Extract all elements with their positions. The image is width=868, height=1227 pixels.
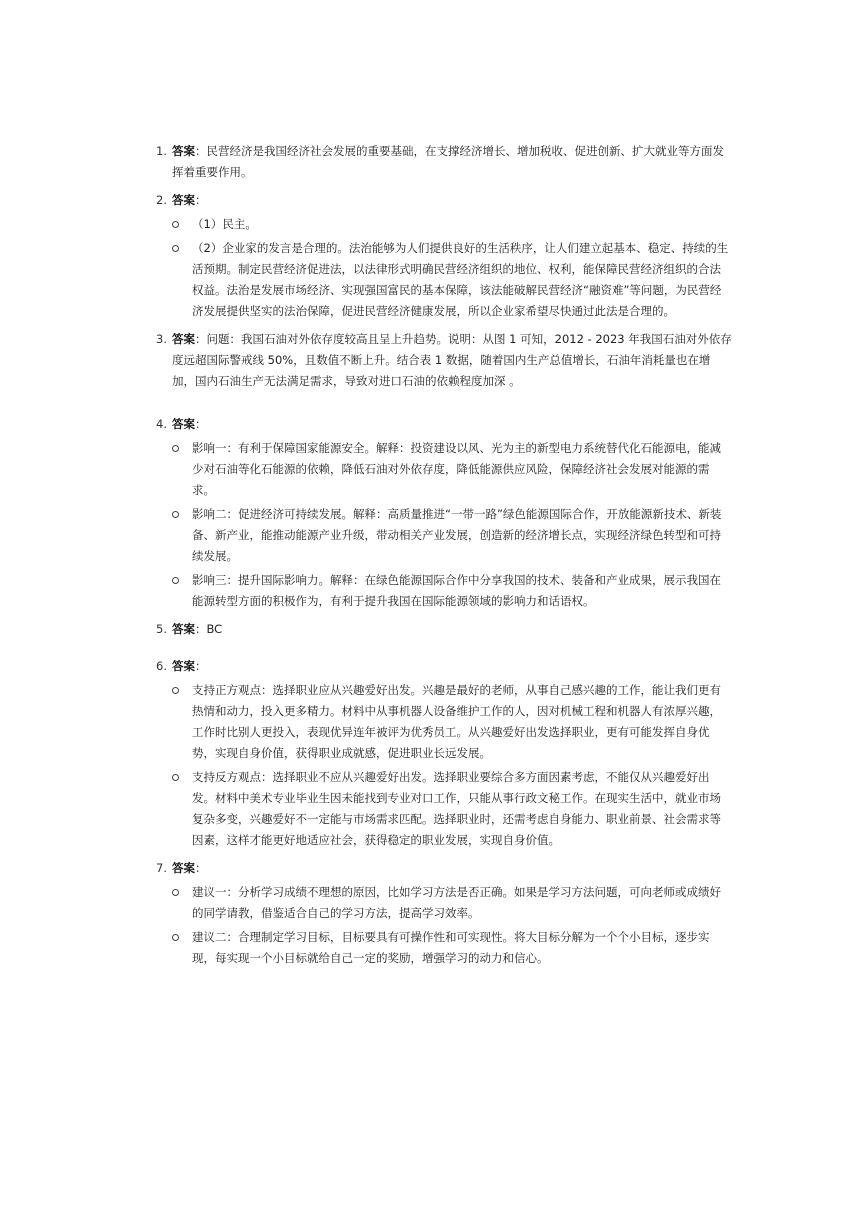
answer-item — [0, 190, 868, 322]
answer-item — [0, 141, 868, 183]
answer-text: ： — [195, 659, 207, 673]
answer-text: ：问题：我国石油对外依存度较高且呈上升趋势。说明：从图 1 可知，2012 - 2023 年我国石油对外依存度远超国际警戒线 50%，且数值不断上升。结合表 1 数据，随着国内生产总值增长，石油年消耗量也在增加，国内石油生产无法满足需求，导致对进口石油的依赖程度加深 。 — [172, 332, 732, 388]
sub-item: 建议一：分析学习成绩不理想的原因，比如学习方法是否正确。如果是学习方法问题，可向老师或成绩好的同学请教，借鉴适合自己的学习方法，提高学习效率。 — [192, 882, 732, 924]
bullet-icon — [172, 889, 179, 896]
answer-text: ： — [195, 193, 207, 207]
bullet-icon — [172, 774, 179, 781]
sub-item: （1）民主。 — [192, 214, 732, 235]
sub-item: 支持反方观点：选择职业不应从兴趣爱好出发。选择职业要综合多方面因素考虑，不能仅从兴趣爱好出发。材料中美术专业毕业生因未能找到专业对口工作，只能从事行政文秘工作。在现实生活中，就业市场复杂多变，兴趣爱好不一定能与市场需求匹配。选择职业时，还需考虑自身能力、职业前景、社会需求等因素，这样才能更好地适应社会，获得稳定的职业发展，实现自身价值。 — [192, 767, 732, 851]
sub-item: 影响三：提升国际影响力。解释：在绿色能源国际合作中分享我国的技术、装备和产业成果，展示我国在能源转型方面的积极作为，有利于提升我国在国际能源领域的影响力和话语权。 — [192, 570, 732, 612]
answer-item — [0, 329, 868, 392]
item-number: 1. — [156, 144, 167, 158]
answer-label: 答案 — [172, 659, 195, 673]
bullet-icon — [172, 445, 179, 452]
bullet-icon — [172, 934, 179, 941]
answer-text: ： — [195, 417, 207, 431]
answers-block-2 — [0, 414, 868, 640]
sub-item: 影响二：促进经济可持续发展。解释：高质量推进“一带一路”绿色能源国际合作，开放能源新技术、新装备、新产业，能推动能源产业升级，带动相关产业发展，创造新的经济增长点，实现经济绿色转型和可持续发展。 — [192, 504, 732, 567]
sub-item: 影响一：有利于保障国家能源安全。解释：投资建设以风、光为主的新型电力系统替代化石能源电，能减少对石油等化石能源的依赖，降低石油对外依存度，降低能源供应风险，保障经济社会发展对能源的需求。 — [192, 438, 732, 501]
answer-label: 答案 — [172, 332, 195, 346]
bullet-icon — [172, 511, 179, 518]
answers-block-3 — [0, 656, 868, 969]
answer-label: 答案 — [172, 622, 195, 636]
answer-label: 答案 — [172, 144, 195, 158]
item-number: 6. — [156, 659, 167, 673]
item-number: 4. — [156, 417, 167, 431]
answer-text: ：民营经济是我国经济社会发展的重要基础，在支撑经济增长、增加税收、促进创新、扩大就业等方面发挥着重要作用。 — [172, 144, 724, 179]
sub-item: 支持正方观点：选择职业应从兴趣爱好出发。兴趣是最好的老师，从事自己感兴趣的工作，能让我们更有热情和动力，投入更多精力。材料中从事机器人设备维护工作的人，因对机械工程和机器人有浓厚兴趣，工作时比别人更投入，表现优异连年被评为优秀员工。从兴趣爱好出发选择职业，更有可能发挥自身优势，实现自身价值，获得职业成就感，促进职业长远发展。 — [192, 680, 732, 764]
answers-block-1 — [0, 141, 868, 392]
answer-item — [0, 414, 868, 612]
answer-text: ：BC — [195, 622, 223, 636]
bullet-icon — [172, 687, 179, 694]
item-number: 7. — [156, 861, 167, 875]
item-number: 5. — [156, 622, 167, 636]
answer-item — [0, 656, 868, 851]
answer-item — [0, 619, 868, 640]
answer-label: 答案 — [172, 417, 195, 431]
answer-text: ： — [195, 861, 207, 875]
item-number: 3. — [156, 332, 167, 346]
bullet-icon — [172, 221, 179, 228]
sub-item: 建议二：合理制定学习目标，目标要具有可操作性和可实现性。将大目标分解为一个个小目标，逐步实现，每实现一个小目标就给自己一定的奖励，增强学习的动力和信心。 — [192, 927, 732, 969]
bullet-icon — [172, 577, 179, 584]
answer-label: 答案 — [172, 861, 195, 875]
bullet-icon — [172, 245, 179, 252]
sub-item: （2）企业家的发言是合理的。法治能够为人们提供良好的生活秩序，让人们建立起基本、稳定、持续的生活预期。制定民营经济促进法，以法律形式明确民营经济组织的地位、权利，能保障民营经济组织的合法权益。法治是发展市场经济、实现强国富民的基本保障，该法能破解民营经济“融资难”等问题，为民营经济发展提供坚实的法治保障，促进民营经济健康发展，所以企业家希望尽快通过此法是合理的。 — [192, 238, 732, 322]
answer-label: 答案 — [172, 193, 195, 207]
item-number: 2. — [156, 193, 167, 207]
answer-item — [0, 858, 868, 969]
